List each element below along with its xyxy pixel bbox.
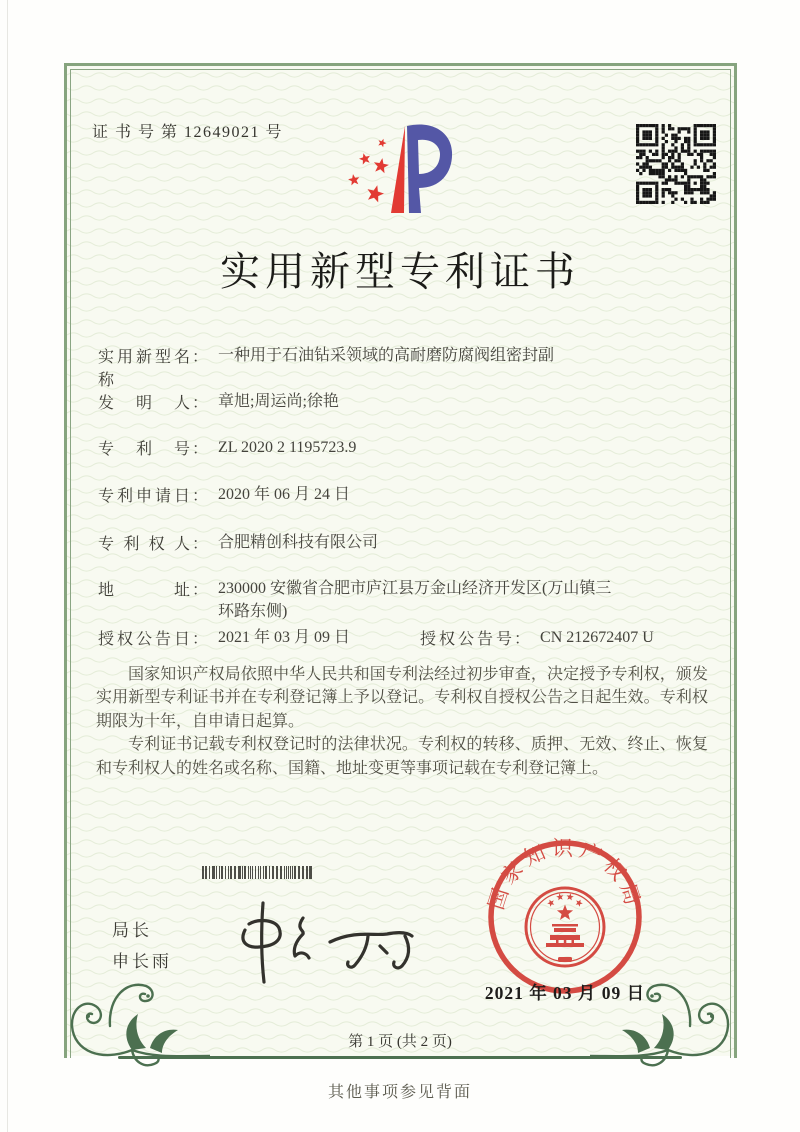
field-value: 章旭;周运尚;徐艳 — [218, 393, 339, 410]
field-colon: ： — [514, 631, 531, 648]
field-colon: ： — [192, 631, 209, 648]
corner-flourish-left — [50, 956, 210, 1074]
field-label: 发明人 — [98, 395, 190, 412]
certificate-title: 实用新型专利证书 — [220, 249, 580, 294]
qr-code — [636, 124, 716, 204]
seal-date: 2021 年 03 月 09 日 — [484, 983, 646, 1003]
field-row-patent-number — [98, 436, 718, 459]
back-side-note: 其他事项参见背面 — [327, 1084, 472, 1101]
certificate-number: 证 书 号 第 12649021 号 — [92, 124, 284, 141]
grant-number-pair — [420, 626, 654, 649]
seal-arc-text: 国家知识产权局 — [483, 836, 647, 913]
field-label: 实用新型名称 — [98, 349, 190, 389]
logo-blue-p — [407, 124, 452, 213]
field-row-inventors — [98, 390, 718, 413]
field-value — [218, 577, 663, 623]
star-icon — [348, 174, 359, 185]
field-colon: ： — [192, 536, 209, 553]
page-number: 第 1 页 (共 2 页) — [348, 1034, 452, 1050]
field-colon: ： — [192, 395, 209, 412]
barcode — [202, 866, 315, 880]
field-value: 一种用于石油钻采领域的高耐磨防腐阀组密封副 — [218, 347, 555, 364]
logo-stars — [348, 139, 389, 203]
star-icon — [378, 139, 386, 148]
scan-edge-shadow — [7, 0, 8, 1132]
logo-red-wedge — [391, 126, 405, 213]
field-row-address — [98, 577, 718, 623]
cnipa-logo — [346, 114, 454, 218]
corner-flourish-right — [590, 956, 750, 1074]
field-colon: ： — [192, 488, 209, 505]
field-label: 授权公告号 — [420, 631, 512, 648]
field-row-utility-model-name — [98, 344, 718, 390]
address-line-2: 环路东侧) — [218, 603, 288, 620]
commissioner-name: 申长雨 — [112, 952, 172, 971]
field-row-application-date — [98, 483, 718, 506]
field-colon: ： — [192, 349, 209, 366]
field-colon: ： — [192, 441, 209, 458]
star-icon — [374, 158, 389, 173]
field-value: 合肥精创科技有限公司 — [218, 534, 379, 551]
legal-text — [96, 663, 708, 780]
field-row-patentee — [98, 531, 718, 554]
field-value: ZL 2020 2 1195723.9 — [218, 439, 357, 456]
field-label: 专利权人 — [98, 536, 190, 553]
legal-paragraph-2: 专利证书记载专利权登记时的法律状况。专利权的转移、质押、无效、终止、恢复和专利权人的姓名或名称、国籍、地址变更等事项记载在专利登记簿上。 — [96, 736, 708, 777]
legal-paragraph-1: 国家知识产权局依照中华人民共和国专利法经过初步审查，决定授予专利权，颁发实用新型专利证书并在专利登记簿上予以登记。专利权自授权公告之日起生效。专利权期限为十年，自申请日起算。 — [96, 666, 708, 730]
national-emblem — [526, 888, 604, 966]
address-line-1: 230000 安徽省合肥市庐江县万金山经济开发区(万山镇三 — [218, 580, 612, 597]
field-row-grant — [98, 626, 718, 649]
handwritten-signature — [225, 890, 425, 990]
commissioner-title: 局长 — [112, 921, 152, 940]
star-icon — [368, 185, 385, 202]
field-label: 专利申请日 — [98, 488, 190, 505]
field-value: 2020 年 06 月 24 日 — [218, 486, 351, 503]
field-label: 授权公告日 — [98, 631, 190, 648]
grant-date-value: 2021 年 03 月 09 日 — [218, 629, 351, 646]
field-colon: ： — [192, 582, 209, 599]
grant-number-value: CN 212672407 U — [540, 629, 654, 646]
field-label: 地址 — [98, 582, 190, 599]
field-label: 专利号 — [98, 441, 190, 458]
star-icon — [359, 153, 370, 164]
